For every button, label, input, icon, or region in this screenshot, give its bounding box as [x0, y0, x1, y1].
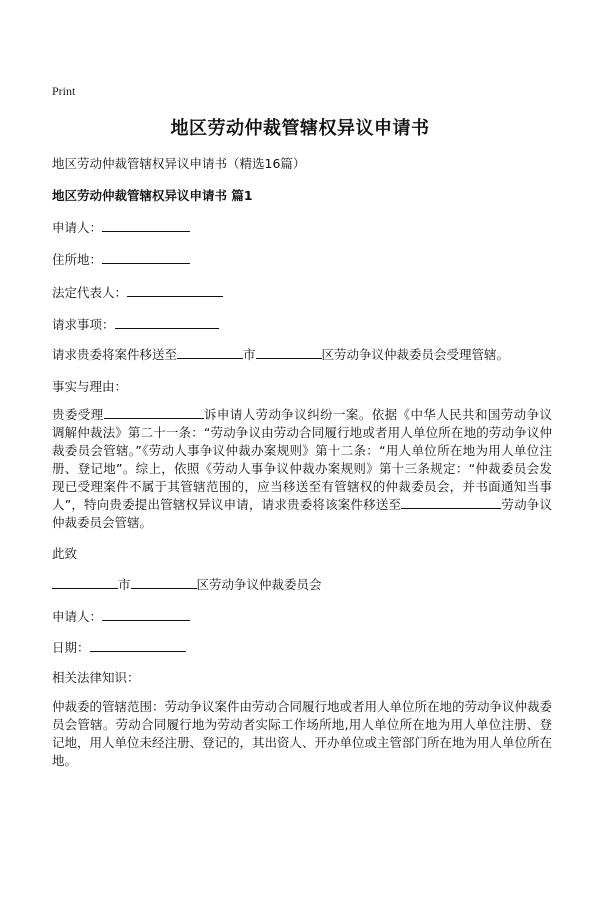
- salutation: 此致: [52, 546, 78, 561]
- request-city: 市: [243, 347, 256, 362]
- addressee-line: [52, 575, 322, 593]
- applicant-blank: [102, 219, 190, 232]
- request-district-blank: [256, 346, 322, 359]
- residence-field: [52, 250, 190, 268]
- signature-applicant: [52, 607, 190, 625]
- legal-rep-blank: [127, 284, 223, 297]
- facts-paragraph: [52, 406, 552, 532]
- applicant-label: 申请人：: [52, 220, 103, 235]
- applicant-field: [52, 218, 190, 236]
- addressee-suffix: 区劳动争议仲裁委员会: [196, 577, 322, 592]
- legal-rep-field: [52, 283, 223, 301]
- section-heading: 地区劳动仲裁管辖权异议申请书 篇1: [52, 188, 253, 203]
- claims-blank: [115, 316, 219, 329]
- facts-part1: 贵委受理: [52, 407, 104, 422]
- signature-date-label: 日期：: [52, 640, 90, 655]
- claims-field: [52, 315, 219, 333]
- legal-rep-label: 法定代表人：: [52, 285, 128, 300]
- request-suffix: 区劳动争议仲裁委员会受理管辖。: [321, 347, 510, 362]
- print-link[interactable]: Print: [52, 84, 76, 98]
- facts-respondent-blank: [104, 406, 204, 419]
- request-city-blank: [177, 346, 243, 359]
- signature-applicant-label: 申请人：: [52, 609, 103, 624]
- facts-heading: 事实与理由：: [52, 379, 128, 394]
- facts-part2: 诉申请人劳动争议纠纷一案。依据《中华人民共和国劳动争议调解仲裁法》第二十一条：“劳动争议由劳动合同履行地或者用人单位所在地的劳动争议仲裁委员会管辖。”《劳动人事争议仲裁办案规则》第十二条：“用人单位所在地为用人单位注册、登记地”。综上，依照《劳动人事争议仲裁办案规则》第十三条规定：“仲裁委员会发现已受理案件不属于其管辖范围的，应当移送至有管辖权的仲裁委员会，并书面通知当事人”，特向贵委提出管辖权异议申请，请求贵委将该案件移送至: [52, 407, 552, 512]
- facts-transfer-blank: [401, 496, 501, 509]
- signature-date: [52, 638, 186, 656]
- addressee-district-blank: [131, 576, 197, 589]
- facts-part3: 劳动争议仲裁委员会管辖。: [52, 497, 552, 530]
- document-subtitle: 地区劳动仲裁管辖权异议申请书（精选16篇）: [52, 156, 306, 171]
- law-paragraph: 仲裁委的管辖范围：劳动争议案件由劳动合同履行地或者用人单位所在地的劳动争议仲裁委员会管辖。劳动合同履行地为劳动者实际工作场所地,用人单位所在地为用人单位注册、登记地，用人单位未经注册、登记的，其出资人、开办单位或主管部门所在地为用人单位所在地。: [52, 699, 553, 768]
- signature-applicant-blank: [102, 608, 190, 621]
- request-prefix: 请求贵委将案件移送至: [52, 347, 178, 362]
- law-heading: 相关法律知识：: [52, 670, 140, 685]
- document-title: 地区劳动仲裁管辖权异议申请书: [170, 118, 430, 139]
- signature-date-blank: [90, 639, 186, 652]
- request-line: [52, 345, 509, 363]
- addressee-city: 市: [118, 577, 131, 592]
- claims-label: 请求事项：: [52, 317, 115, 332]
- addressee-city-blank: [52, 576, 118, 589]
- residence-label: 住所地：: [52, 252, 103, 267]
- residence-blank: [102, 251, 190, 264]
